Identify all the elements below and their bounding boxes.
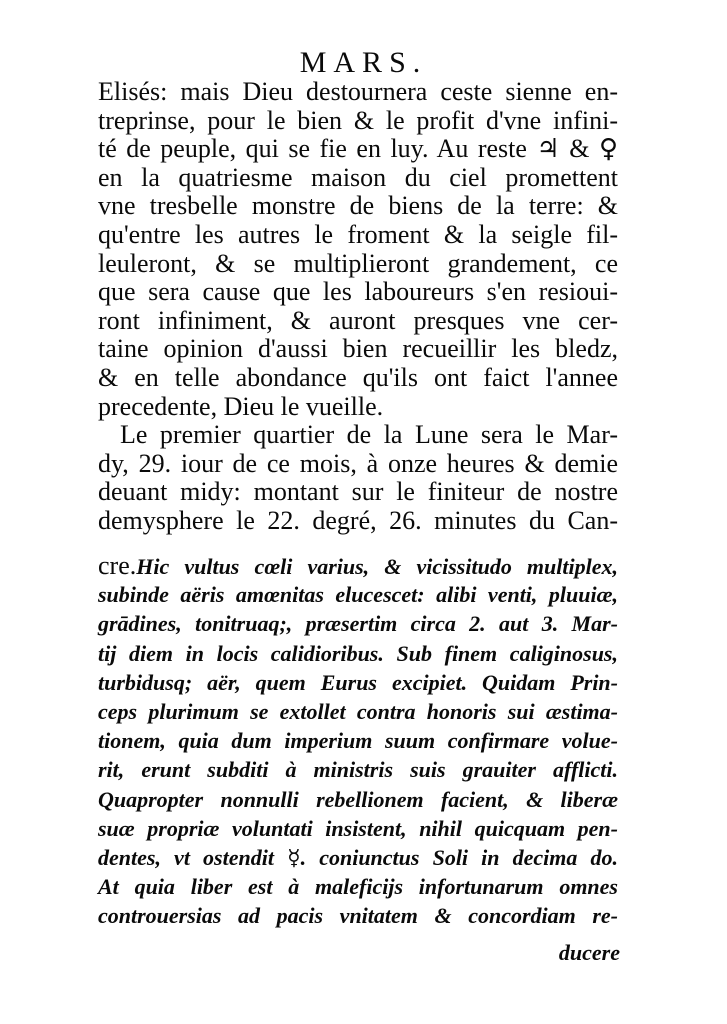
text-line: deuant midy: montant sur le finiteur de nostre [98,477,618,507]
text-line: Elisés: mais Dieu destournera ceste sienne en- [98,77,618,106]
mixed-line [98,551,618,580]
text-fragment: Hic vultus cœli varius, & vicissitudo multiplex, [136,554,618,579]
italic-line: tionem, quia dum imperium suum confirmare volue- [98,728,618,754]
text-line: que sera cause que les laboureurs s'en resioui- [98,277,618,307]
text-fragment: dentes, vt ostendit [98,844,274,870]
italic-line: Quapropter nonnulli rebellionem facient, & liberæ [98,786,618,812]
italic-line: suæ propriæ voluntati insistent, nihil quicquam pen- [98,815,618,841]
text-fragment: té de peuple, qui se fie en luy. Au reste [98,134,527,164]
text-line: dy, 29. iour de ce mois, à onze heures & demie [98,448,618,478]
italic-line: ceps plurimum se extollet contra honoris sui æstima- [98,698,618,724]
italic-line: At quia liber est à maleficijs infortunarum omnes [98,874,618,900]
italic-line: turbidusq; aër, quem Eurus excipiet. Quidam Prin- [98,669,618,695]
italic-line: rit, erunt subditi à ministris suis grauiter afflicti. [98,757,618,783]
text-line: leuleront, & se multiplieront grandement, ce [98,248,618,278]
paragraph-start-line: Le premier quartier de la Lune sera le Mar- [120,420,618,450]
jupiter-symbol-icon: ♃ [536,134,560,165]
text-fragment: cre. [98,551,137,580]
italic-line: subinde aëris amœnitas elucescet: alibi venti, pluuiæ, [98,582,618,608]
italic-line: tij diem in locis calidioribus. Sub finem caliginosus, [98,640,618,666]
italic-line: grādines, tonitruaq;, præsertim circa 2. aut 3. Mar- [98,611,618,637]
text-line: vne tresbelle monstre de biens de la terre: & [98,191,618,221]
venus-symbol-icon: ♀ [598,134,618,165]
french-text-block [98,78,618,536]
text-line: demysphere le 22. degré, 26. minutes du Can- [98,505,618,535]
text-line: treprinse, pour le bien & le profit d'vne infini- [98,105,618,135]
text-line: & en telle abondance qu'ils ont faict l'annee [98,362,618,392]
text-line-with-planets [98,135,618,164]
text-fragment: . coniunctus Soli in decima do. [300,844,618,870]
text-line: en la quatriesme maison du ciel promettent [98,162,618,192]
italic-line: controuersias ad pacis vnitatem & concordiam re- [98,903,618,929]
latin-text-block [98,551,618,930]
text-line: qu'entre les autres le froment & la seigle fil- [98,219,618,249]
text-line: precedente, Dieu le vueille. [98,391,384,421]
text-line: taine opinion d'aussi bien recueillir les bledz, [98,334,618,364]
text-line: ront infiniment, & auront presques vne cer- [98,305,618,335]
ampersand: & [569,134,590,164]
catchword: ducere [558,940,620,965]
running-title: MARS. [299,46,428,79]
mercury-symbol-icon: ☿ [287,845,301,871]
italic-line-with-mercury [98,843,618,872]
